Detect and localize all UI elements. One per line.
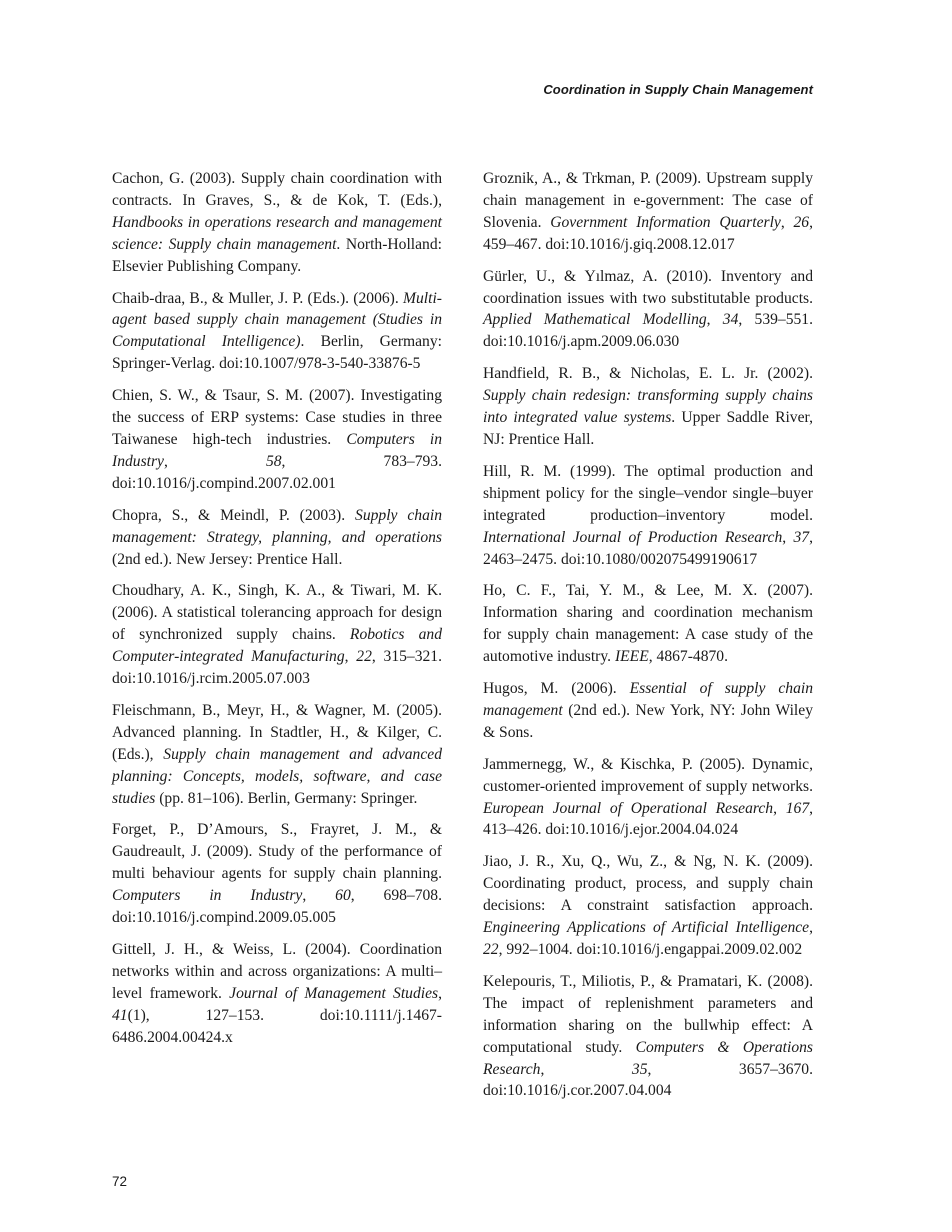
reference-text: , 698–708. doi:10.1016/j.compind.2009.05.005 [112, 887, 443, 927]
reference-italic-text: Applied Mathematical Modelling [483, 311, 707, 329]
reference-text: Cachon, G. (2003). Supply chain coordination with contracts. In Graves, S., & de Kok, T. (Eds.), [112, 170, 442, 209]
reference-text: Jammernegg, W., & Kischka, P. (2005). Dynamic, customer-oriented improvement of supply networks. [483, 755, 813, 795]
reference-text: (2nd ed.). New York, NY: John Wiley & Sons. [483, 701, 813, 741]
reference-entry [483, 168, 813, 256]
reference-italic-text: 60 [335, 887, 351, 905]
reference-text: Fleischmann, B., Meyr, H., & Wagner, M. (2005). Advanced planning. In Stadtler, H., & Kilger, C. (Eds.), [112, 701, 442, 763]
reference-entry [112, 580, 442, 690]
reference-entry [112, 939, 442, 1049]
reference-text: . Upper Saddle River, NJ: Prentice Hall. [483, 409, 813, 448]
reference-italic-text: 22 [356, 648, 372, 666]
reference-italic-text: Supply chain redesign: transforming supply chains into integrated value systems [483, 387, 813, 427]
reference-entry [112, 700, 442, 810]
reference-text: , [344, 648, 357, 666]
reference-text: Choudhary, A. K., Singh, K. A., & Tiwari, M. K. (2006). A statistical tolerancing approach for design of synchronized supply chains. [112, 582, 442, 644]
reference-italic-text: Supply chain management and advanced planning: Concepts, models, software, and case studies [112, 745, 442, 807]
reference-text: Gittell, J. H., & Weiss, L. (2004). Coordination networks within and across organizations: A multi–level framework. [112, 941, 442, 1002]
reference-text: (1), 127–153. doi:10.1111/j.1467-6486.2004.00424.x [112, 1006, 442, 1046]
reference-text: , 413–426. doi:10.1016/j.ejor.2004.04.024 [483, 799, 814, 839]
reference-italic-text: Government Information Quarterly [550, 213, 781, 231]
reference-italic-text: IEEE [614, 648, 649, 666]
reference-text: , [438, 984, 443, 1002]
reference-text: , 2463–2475. doi:10.1080/002075499190617 [483, 528, 813, 568]
reference-text: Chien, S. W., & Tsaur, S. M. (2007). Investigating the success of ERP systems: Case studies in three Taiwanese high-tech industries. [112, 387, 442, 448]
reference-text: , [780, 213, 794, 231]
reference-text: , 992–1004. doi:10.1016/j.engappai.2009.02.002 [498, 941, 803, 958]
reference-text: , 3657–3670. doi:10.1016/j.cor.2007.04.004 [483, 1060, 813, 1100]
reference-entry [112, 819, 442, 929]
reference-entry [483, 580, 813, 668]
reference-entry [483, 971, 813, 1102]
reference-entry [483, 754, 813, 842]
reference-entry [483, 678, 813, 744]
reference-text: Ho, C. F., Tai, Y. M., & Lee, M. X. (2007). Information sharing and coordination mechanism for supply chain management: A case study of the automotive industry. [483, 582, 813, 666]
reference-column-left [112, 168, 442, 1059]
reference-italic-text: Computers in Industry [112, 430, 442, 470]
reference-text: , [809, 919, 813, 937]
reference-text: Gürler, U., & Yılmaz, A. (2010). Inventory and coordination issues with two substitutable products. [483, 267, 813, 307]
reference-italic-text: 37 [793, 528, 810, 546]
reference-entry [112, 168, 442, 278]
reference-text: , [302, 887, 336, 905]
reference-entry [483, 851, 813, 961]
reference-text: Groznik, A., & Trkman, P. (2009). Upstream supply chain management in e-government: The case of Slovenia. [483, 170, 813, 231]
reference-text: , 315–321. doi:10.1016/j.rcim.2005.07.003 [112, 648, 443, 688]
reference-text: . Berlin, Germany: Springer-Verlag. doi:10.1007/978-3-540-33876-5 [112, 333, 442, 373]
reference-text: Jiao, J. R., Xu, Q., Wu, Z., & Ng, N. K. (2009). Coordinating product, process, and supply chain decisions: A constraint satisfaction approach. [483, 853, 813, 915]
reference-text: , [782, 528, 794, 546]
reference-italic-text: 26 [793, 213, 810, 231]
reference-text: Handfield, R. B., & Nicholas, E. L. Jr. (2002). [483, 365, 813, 383]
reference-text: Hill, R. M. (1999). The optimal production and shipment policy for the single–vendor single–buyer integrated production–inventory model. [483, 462, 813, 524]
reference-text: , 459–467. doi:10.1016/j.giq.2008.12.017 [483, 213, 813, 253]
reference-text: Chaib-draa, B., & Muller, J. P. (Eds.). (2006). [112, 289, 404, 307]
reference-text: Forget, P., D’Amours, S., Frayret, J. M., & Gaudreault, J. (2009). Study of the performance of multi behaviour agents for supply chain planning. [112, 821, 442, 883]
reference-entry [483, 363, 813, 451]
reference-entry [112, 288, 442, 376]
reference-text: . North-Holland: Elsevier Publishing Company. [112, 235, 442, 275]
reference-text: , [540, 1060, 632, 1078]
reference-italic-text: Essential of supply chain management [483, 680, 813, 719]
page-number: 72 [112, 1174, 128, 1189]
reference-text: , 783–793. doi:10.1016/j.compind.2007.02.001 [112, 452, 442, 492]
running-header-title: Coordination in Supply Chain Management [543, 82, 813, 97]
reference-entry [112, 385, 442, 495]
reference-column-right [483, 168, 813, 1112]
reference-text: , [706, 311, 723, 329]
reference-text: , 4867-4870. [648, 648, 728, 666]
reference-text: (pp. 81–106). Berlin, Germany: Springer. [155, 789, 418, 807]
reference-text: , [773, 799, 786, 817]
reference-italic-text: Robotics and Computer-integrated Manufacturing [112, 626, 442, 666]
reference-text: (2nd ed.). New Jersey: Prentice Hall. [112, 550, 343, 568]
reference-text: Kelepouris, T., Miliotis, P., & Pramatari, K. (2008). The impact of replenishment parameters and information sharing on the bullwhip effect: A computational study. [483, 972, 813, 1056]
reference-entry [483, 461, 813, 571]
reference-italic-text: Supply chain management: Strategy, planning, and operations [112, 506, 442, 546]
reference-italic-text: Computers & Operations Research [483, 1038, 814, 1078]
reference-text: Hugos, M. (2006). [483, 680, 630, 698]
reference-entry [483, 266, 813, 354]
reference-italic-text: 41 [112, 1006, 128, 1024]
reference-italic-text: 58 [265, 452, 282, 470]
reference-entry [112, 505, 442, 571]
reference-text: , [163, 452, 266, 470]
reference-text: , 539–551. doi:10.1016/j.apm.2009.06.030 [483, 311, 813, 351]
reference-italic-text: Multi-agent based supply chain management (Studies in Computational Intelligence) [112, 289, 442, 351]
reference-italic-text: 35 [631, 1060, 648, 1078]
reference-italic-text: International Journal of Production Research [483, 528, 783, 546]
reference-italic-text: 22 [483, 941, 499, 958]
reference-italic-text: Engineering Applications of Artificial Intelligence [483, 919, 810, 937]
reference-italic-text: Computers in Industry [112, 887, 303, 905]
reference-italic-text: Journal of Management Studies [229, 984, 439, 1002]
reference-italic-text: European Journal of Operational Research [483, 799, 774, 817]
reference-italic-text: 34 [722, 311, 739, 329]
reference-italic-text: 167 [785, 799, 810, 817]
reference-italic-text: Handbooks in operations research and management science: Supply chain management [112, 213, 442, 253]
reference-text: Chopra, S., & Meindl, P. (2003). [112, 506, 356, 524]
